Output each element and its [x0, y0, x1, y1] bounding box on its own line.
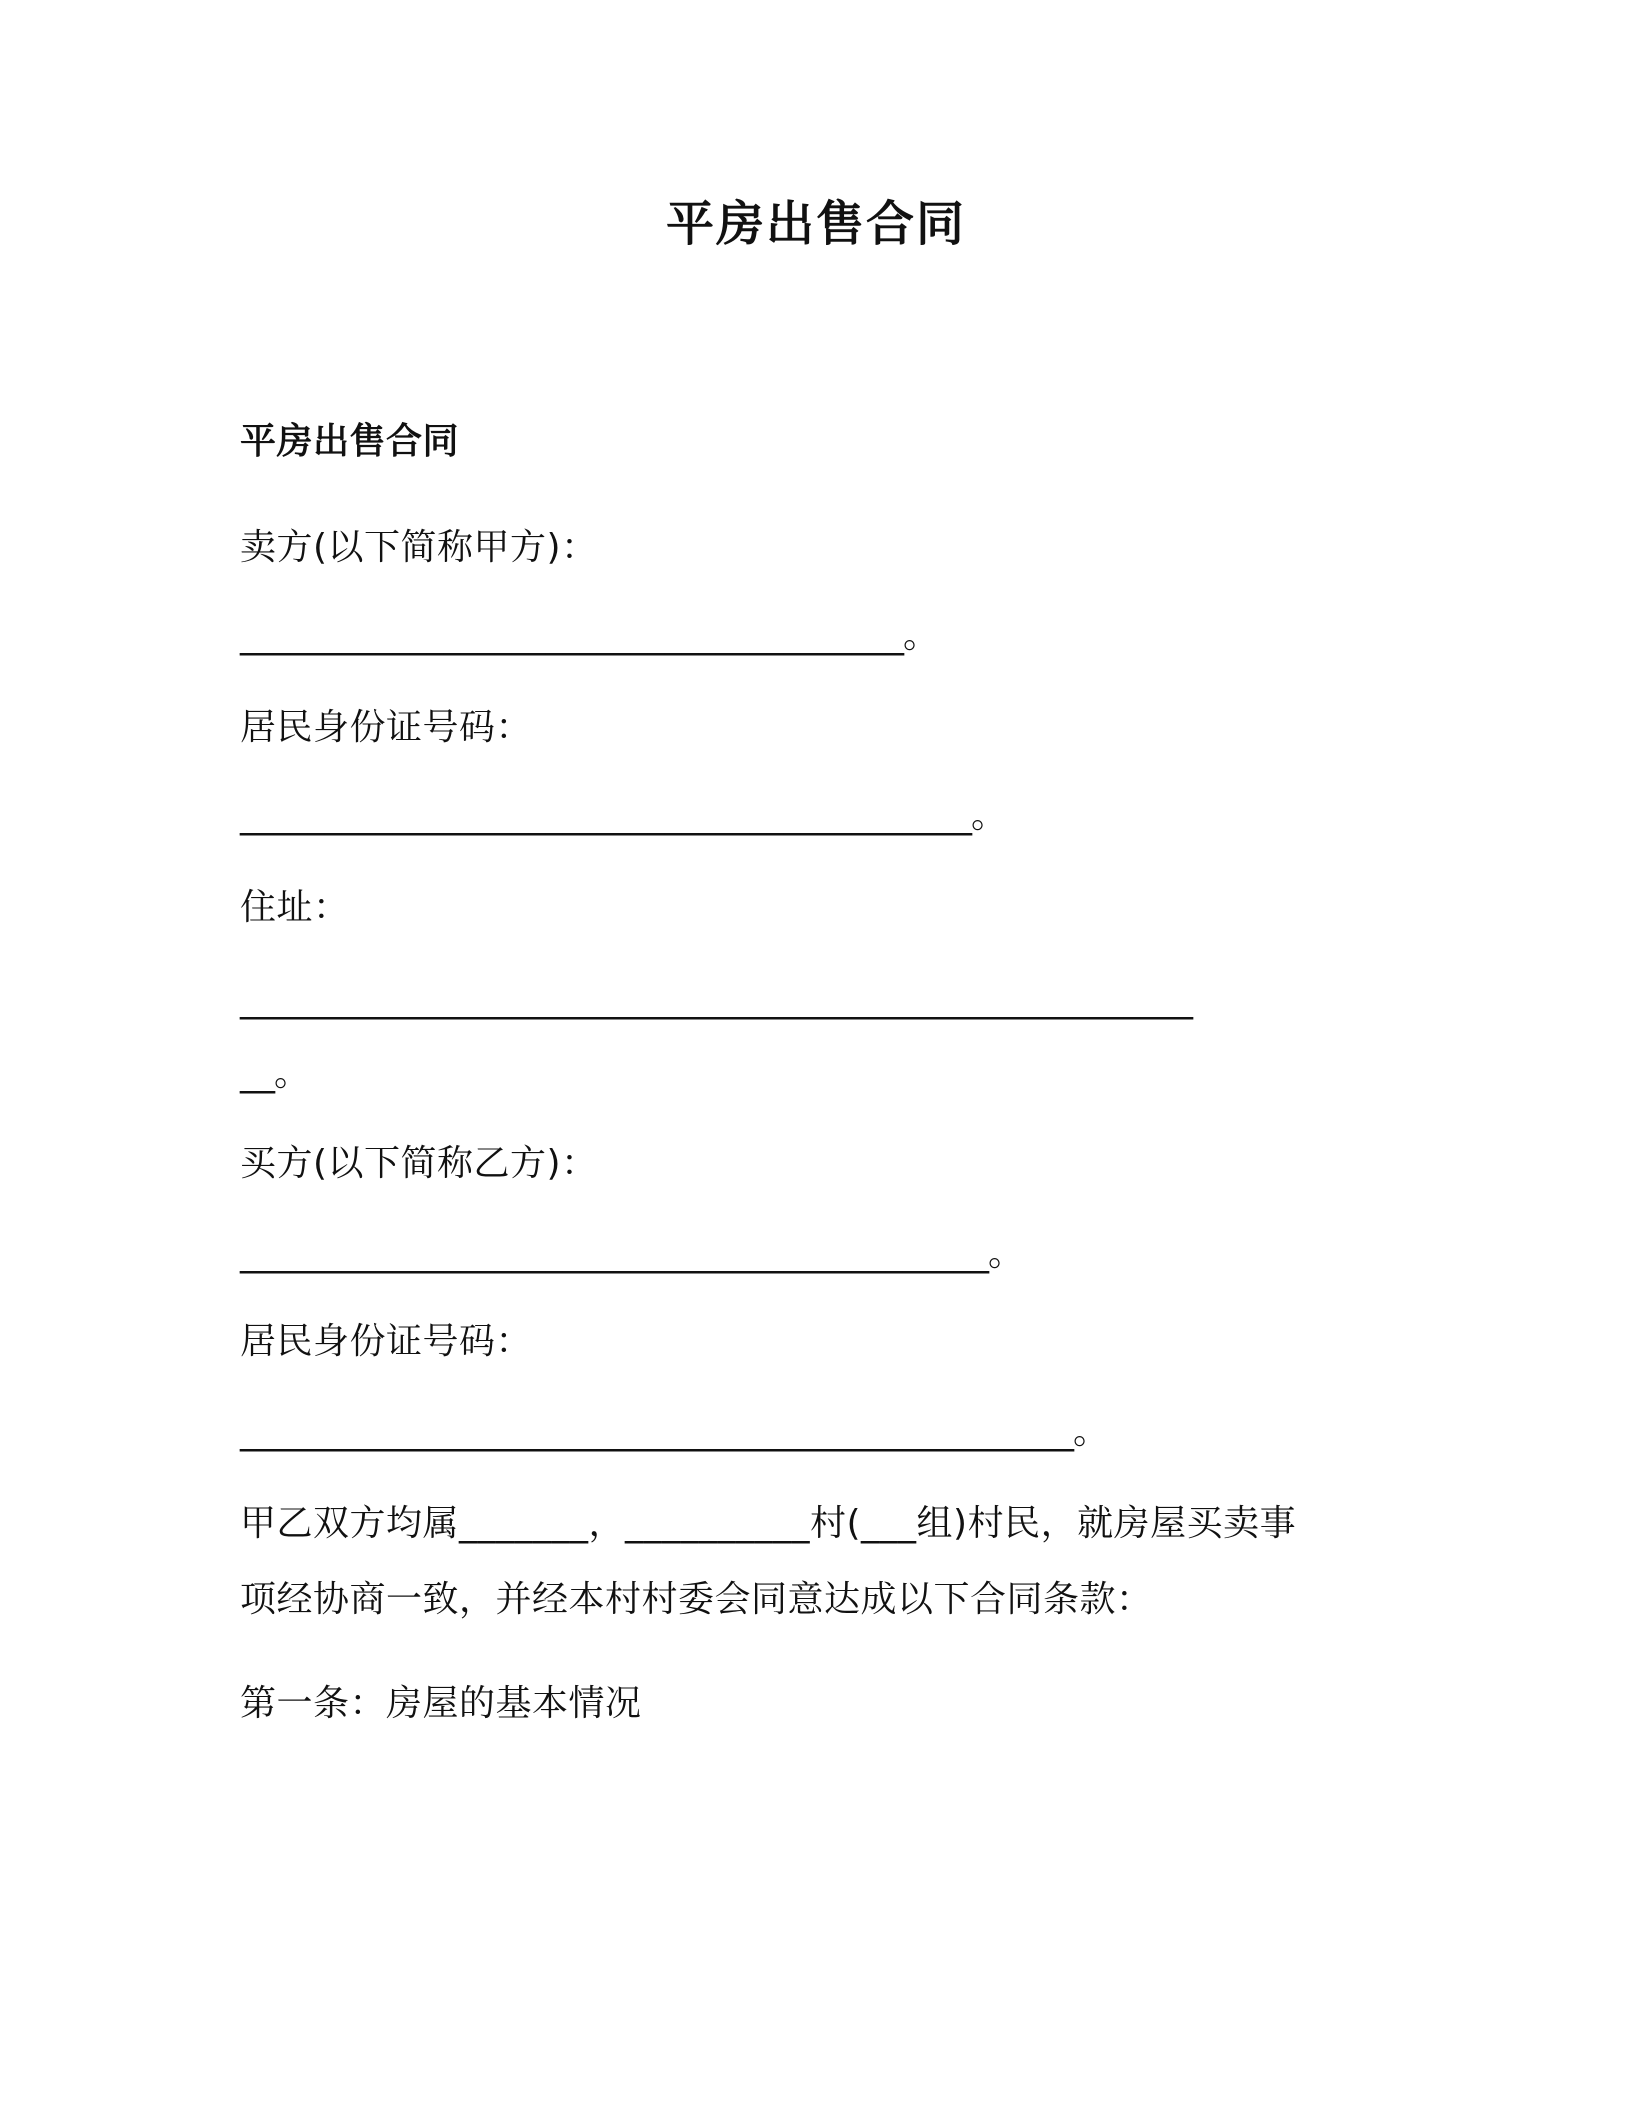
seller-label: 卖方(以下简称甲方)：	[240, 527, 598, 568]
agreement-text-line-1: 甲乙双方均属_______，__________村(___组)村民，就房屋买卖事	[240, 1503, 1297, 1544]
buyer-label: 买方(以下简称乙方)：	[240, 1143, 598, 1184]
seller-name-blank: _______________________________________。	[240, 615, 938, 656]
buyer-id-label: 居民身份证号码：	[240, 1321, 533, 1362]
seller-id-blank: ___________________________________________。	[240, 795, 1006, 836]
seller-address-label: 住址：	[240, 887, 350, 928]
agreement-text-line-2: 项经协商一致，并经本村村委会同意达成以下合同条款：	[240, 1579, 1153, 1620]
document-title: 平房出售合同	[665, 196, 966, 252]
article-1-heading: 第一条：房屋的基本情况	[240, 1683, 642, 1724]
seller-id-label: 居民身份证号码：	[240, 707, 533, 748]
seller-address-blank-line-2: __。	[240, 1053, 310, 1094]
buyer-name-blank: ____________________________________________。	[240, 1233, 1023, 1274]
seller-address-blank-line-1: ________________________________________________________	[240, 979, 1192, 1020]
contract-subtitle: 平房出售合同	[240, 421, 460, 462]
buyer-id-blank: _________________________________________________。	[240, 1411, 1108, 1452]
